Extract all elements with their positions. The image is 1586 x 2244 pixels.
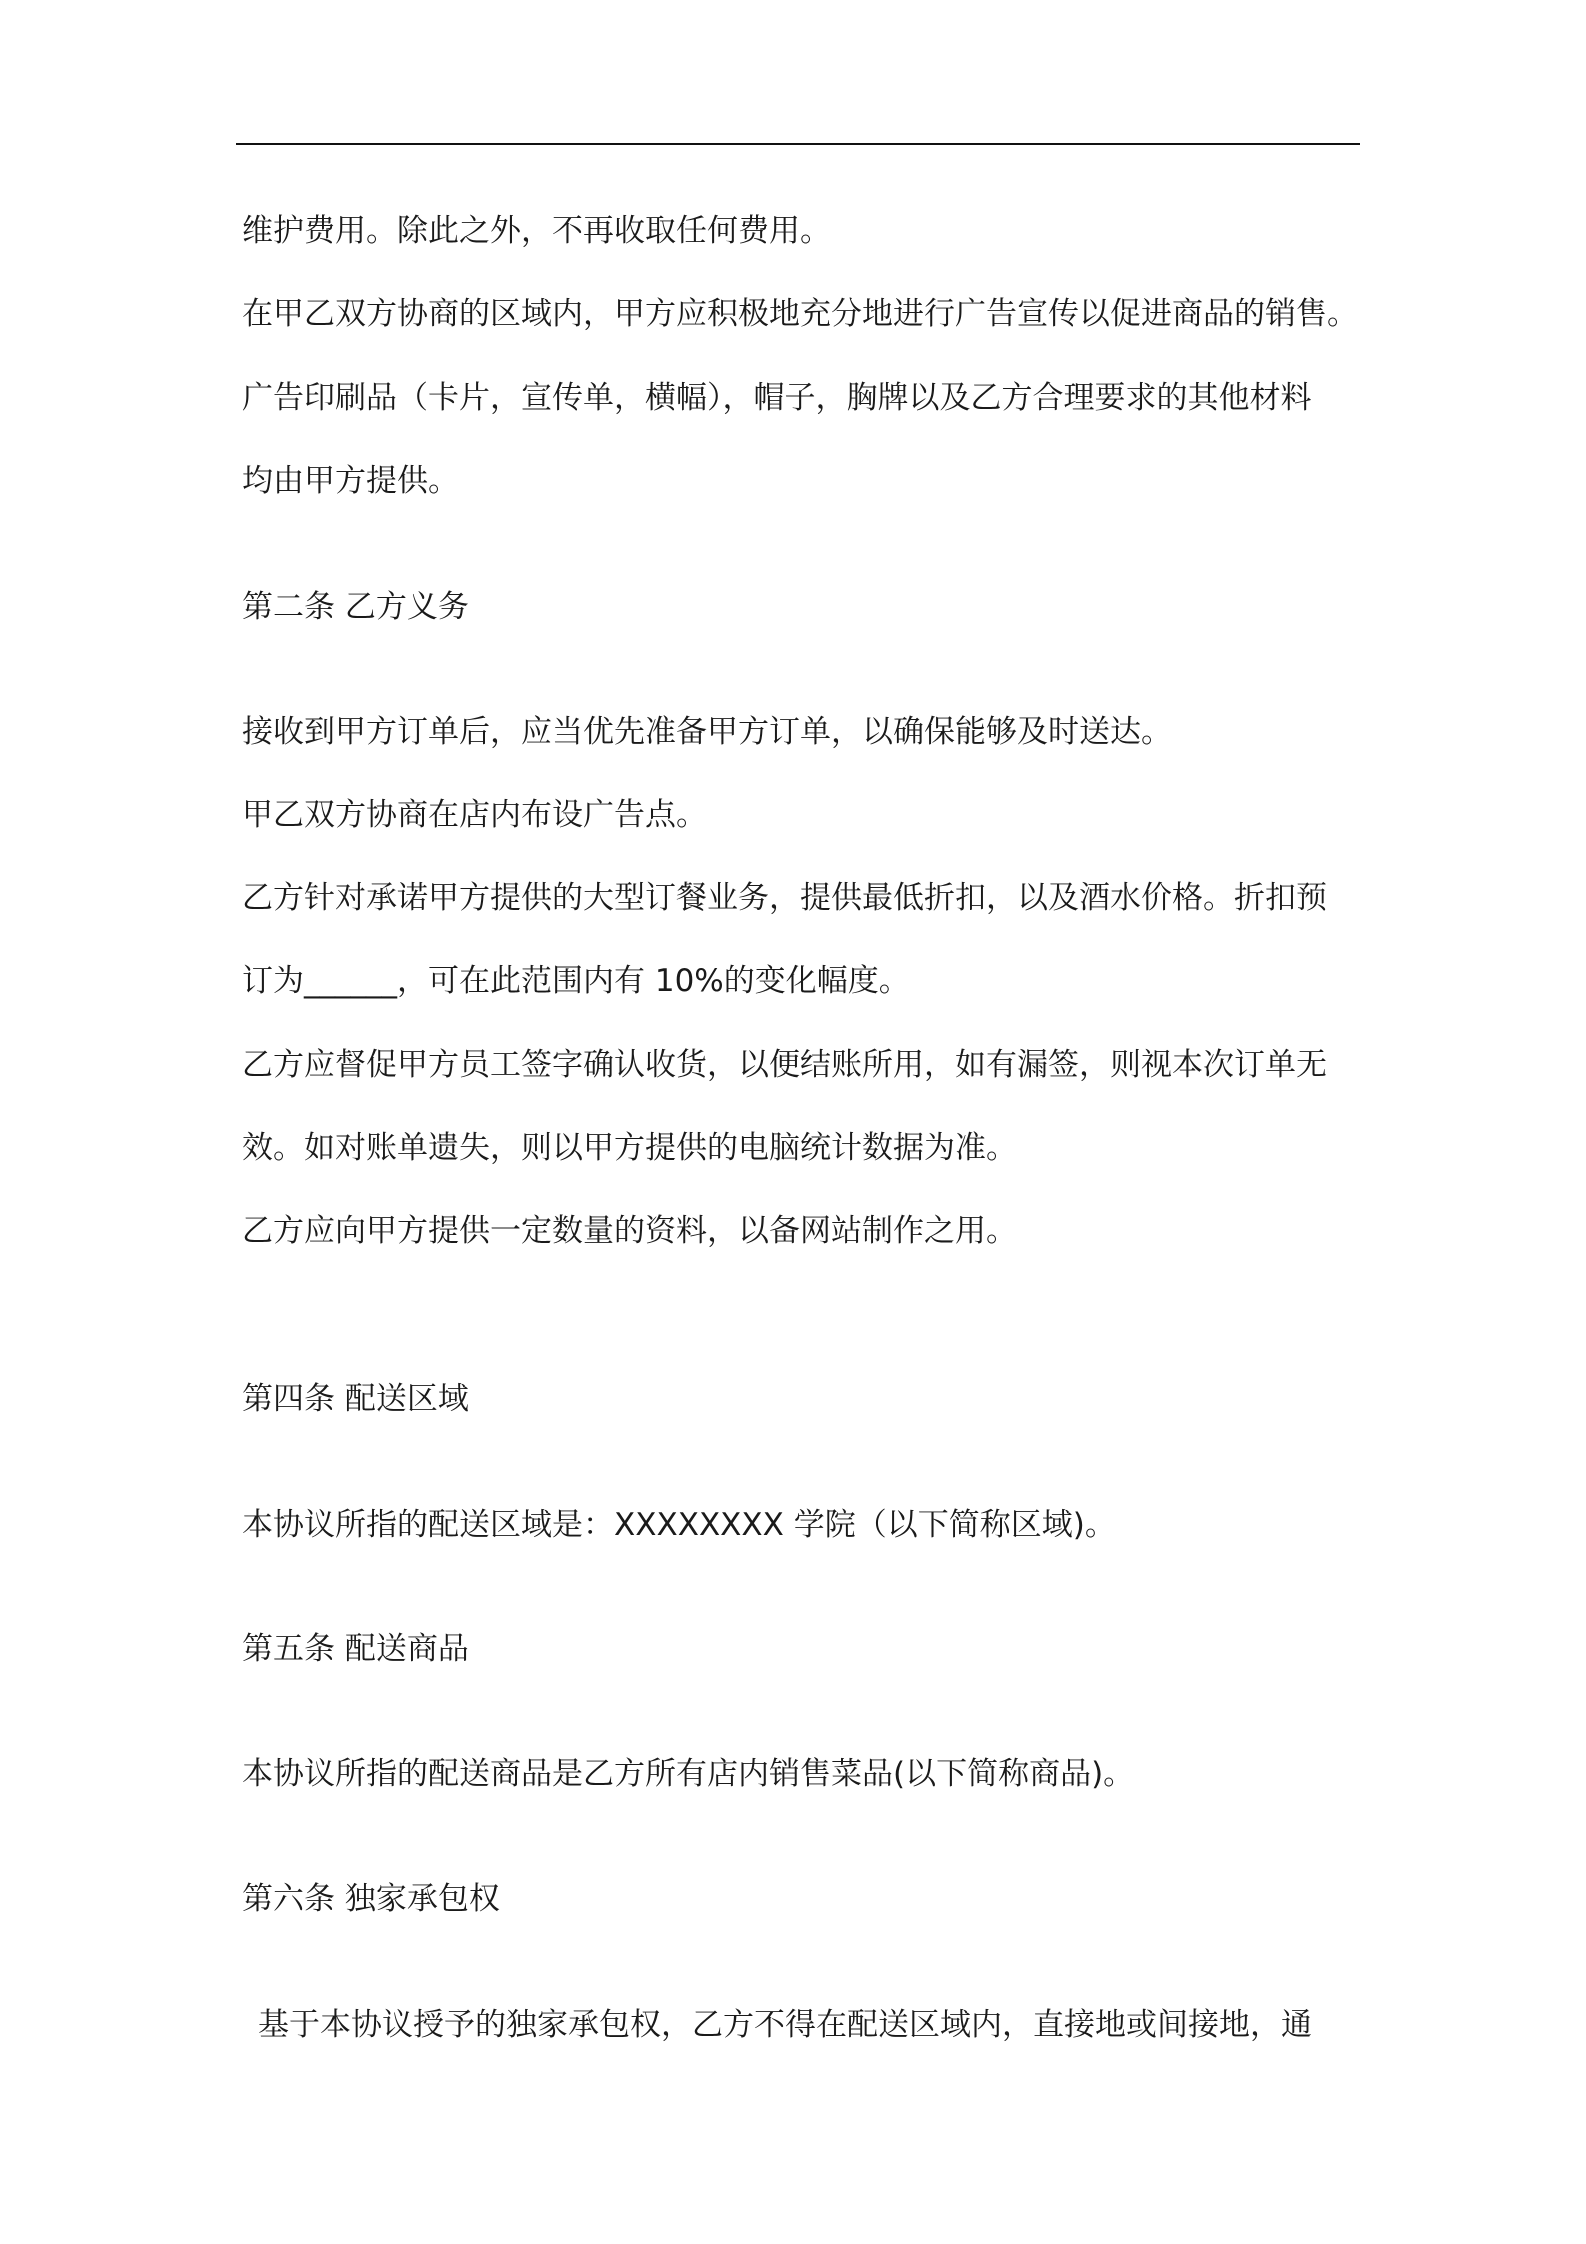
- text-line: 乙方应督促甲方员工签字确认收货，以便结账所用，如有漏签，则视本次订单无: [242, 1047, 1327, 1083]
- text-line: 乙方针对承诺甲方提供的大型订餐业务，提供最低折扣，以及酒水价格。折扣预: [242, 880, 1327, 916]
- text-line: 广告印刷品（卡片，宣传单，横幅），帽子，胸牌以及乙方合理要求的其他材料: [242, 380, 1312, 416]
- text-line: 乙方应向甲方提供一定数量的资料，以备网站制作之用。: [242, 1213, 1017, 1249]
- text-line: 订为______，可在此范围内有 10%的变化幅度。: [242, 963, 910, 999]
- header-rule: [236, 143, 1360, 145]
- section-heading-4: 第四条 配送区域: [242, 1381, 469, 1417]
- text-line: 基于本协议授予的独家承包权，乙方不得在配送区域内，直接地或间接地，通: [258, 2007, 1312, 2043]
- text-line: 维护费用。除此之外，不再收取任何费用。: [242, 213, 831, 249]
- text-line: 接收到甲方订单后，应当优先准备甲方订单，以确保能够及时送达。: [242, 714, 1172, 750]
- text-line: 在甲乙双方协商的区域内，甲方应积极地充分地进行广告宣传以促进商品的销售。: [242, 296, 1358, 332]
- section-heading-2: 第二条 乙方义务: [242, 589, 469, 625]
- text-line: 效。如对账单遗失，则以甲方提供的电脑统计数据为准。: [242, 1130, 1017, 1166]
- text-line: 本协议所指的配送商品是乙方所有店内销售菜品(以下简称商品)。: [242, 1756, 1135, 1792]
- text-line: 甲乙双方协商在店内布设广告点。: [242, 797, 707, 833]
- text-line: 均由甲方提供。: [242, 463, 459, 499]
- section-heading-5: 第五条 配送商品: [242, 1631, 469, 1667]
- text-line: 本协议所指的配送区域是：XXXXXXXX 学院（以下简称区域)。: [242, 1507, 1116, 1543]
- section-heading-6: 第六条 独家承包权: [242, 1881, 500, 1917]
